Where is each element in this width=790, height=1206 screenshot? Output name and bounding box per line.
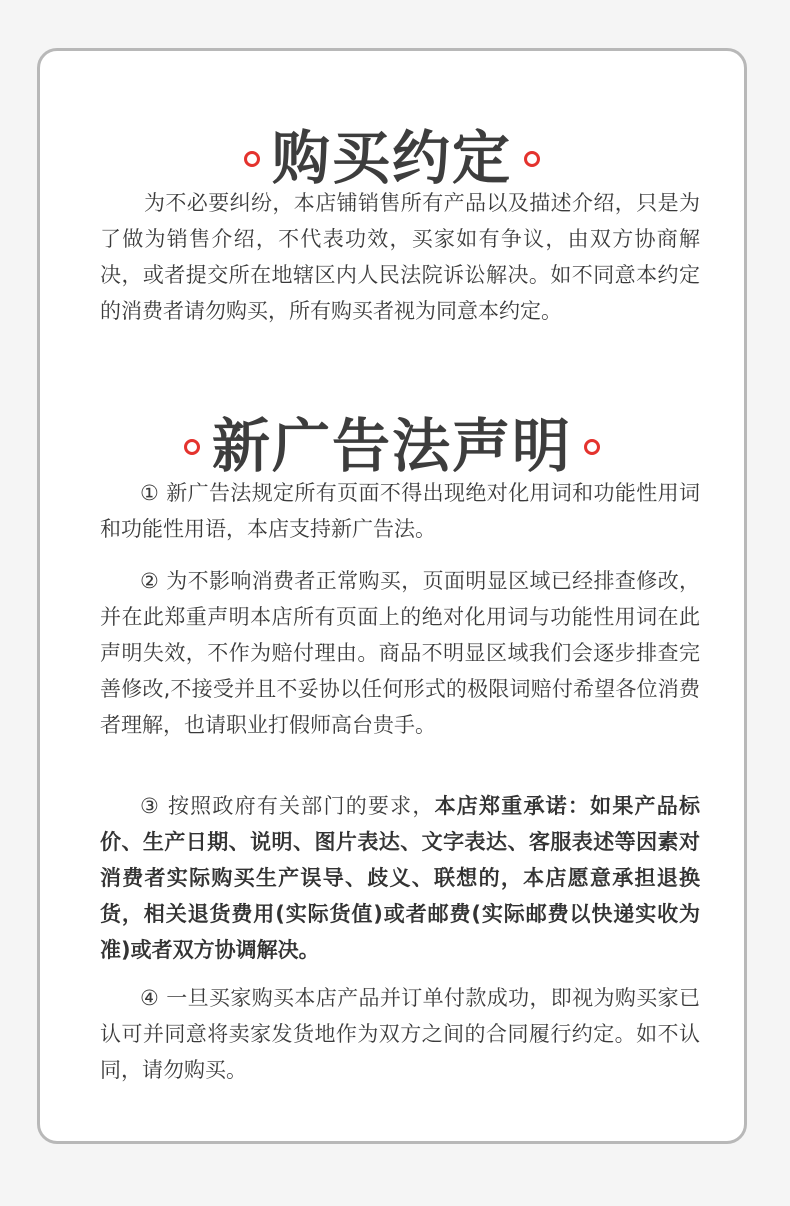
- ad-law-item-2: ② 为不影响消费者正常购买，页面明显区域已经排查修改，并在此郑重声明本店所有页面上的绝对化用词与功能性用词在此声明失效，不作为赔付理由。商品不明显区域我们会逐步排查完善修改,不接受并且不妥协以任何形式的极限词赔付希望各位消费者理解，也请职业打假师高台贵手。: [100, 569, 700, 737]
- ad-law-heading: [40, 401, 744, 481]
- ad-law-item-3-commitment: 本店郑重承诺：如果产品标价、生产日期、说明、图片表达、文字表达、客服表述等因素对消费者实际购买生产误导、歧义、联想的，本店愿意承担退换货，相关退货费用(实际货值)或者邮费(实际邮费以快递实收为准)或者双方协调解决。: [100, 794, 700, 962]
- ad-law-item-3-intro: ③ 按照政府有关部门的要求，: [140, 794, 435, 818]
- ad-law-title: 新广告法声明: [211, 412, 572, 480]
- purchase-agreement-text: 为不必要纠纷，本店铺销售所有产品以及描述介绍，只是为了做为销售介绍，不代表功效，买家如有争议，由双方协商解决，或者提交所在地辖区内人民法院诉讼解决。如不同意本约定的消费者请勿购买，所有购买者视为同意本约定。: [100, 191, 700, 323]
- red-ring-icon: [244, 151, 260, 167]
- purchase-agreement-title: 购买约定: [271, 124, 512, 192]
- purchase-agreement-heading: [40, 113, 744, 193]
- ad-law-item-1: ① 新广告法规定所有页面不得出现绝对化用词和功能性用词和功能性用语，本店支持新广告法。: [100, 481, 700, 541]
- red-ring-icon: [524, 151, 540, 167]
- red-ring-icon: [584, 439, 600, 455]
- red-ring-icon: [184, 439, 200, 455]
- notice-card: [37, 48, 747, 1144]
- ad-law-item-4: ④ 一旦买家购买本店产品并订单付款成功，即视为购买家已认可并同意将卖家发货地作为双方之间的合同履行约定。如不认同，请勿购买。: [100, 986, 700, 1082]
- ad-law-item-3: [100, 788, 700, 968]
